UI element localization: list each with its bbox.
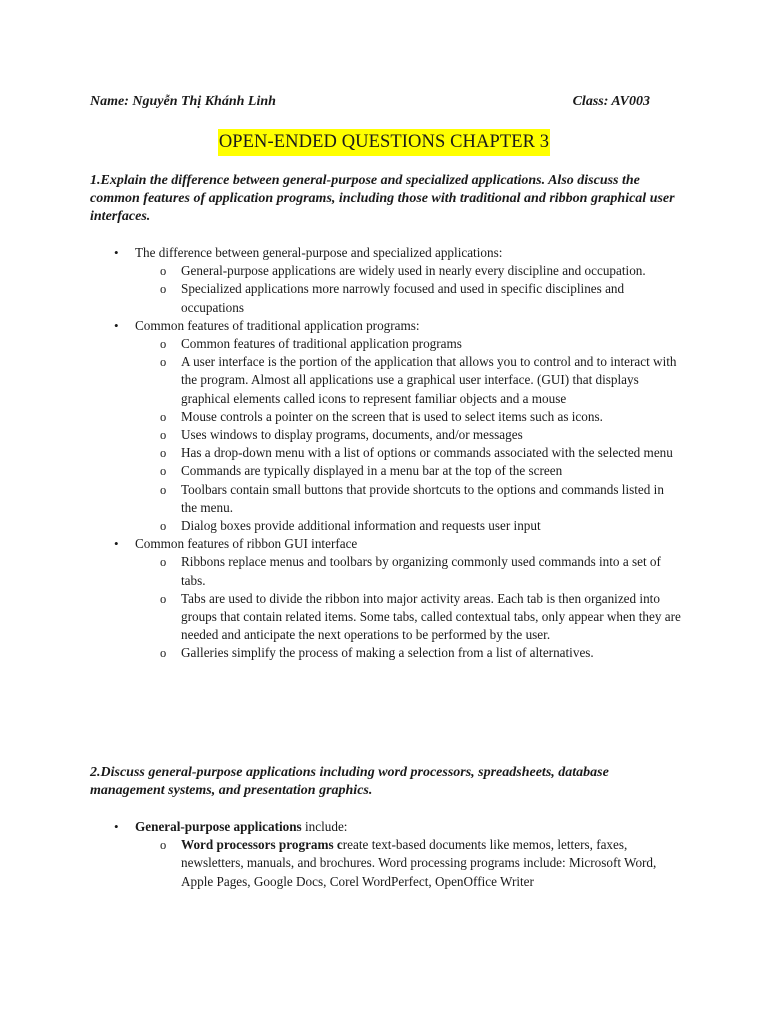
sub-list-wrapper bbox=[0, 836, 768, 891]
sub-item: o Has a drop-down menu with a list of options or commands associated with the selected menu bbox=[0, 444, 681, 462]
bullet-text: Common features of traditional application programs: bbox=[135, 317, 420, 333]
bullet-text: include: bbox=[301, 819, 348, 834]
answer-bullet bbox=[0, 317, 675, 335]
sub-list bbox=[0, 836, 768, 891]
question-2: 2.Discuss general-purpose applications including word processors, spreadsheets, database management systems, and presentation graphics. bbox=[90, 765, 609, 798]
student-class: Class: AV003 bbox=[572, 94, 650, 109]
sub-list-wrapper bbox=[0, 553, 768, 662]
sub-item: o Common features of traditional application programs bbox=[0, 335, 681, 353]
sub-item: o Galleries simplify the process of making a selection from a list of alternatives. bbox=[0, 644, 681, 662]
answer-bullet bbox=[0, 535, 675, 553]
page-title: OPEN-ENDED QUESTIONS CHAPTER 3 bbox=[218, 129, 550, 156]
sub-item: o General-purpose applications are widely used in nearly every discipline and occupation. bbox=[0, 262, 681, 280]
sub-item: o Specialized applications more narrowly focused and used in specific disciplines and occupations bbox=[0, 280, 681, 316]
sub-item: o Toolbars contain small buttons that provide shortcuts to the options and commands listed in the menu. bbox=[0, 481, 681, 517]
sub-item: o Commands are typically displayed in a menu bar at the top of the screen bbox=[0, 462, 681, 480]
sub-list bbox=[0, 262, 768, 317]
bullet-text: Common features of ribbon GUI interface bbox=[135, 536, 358, 552]
title-wrapper bbox=[0, 129, 768, 156]
sub-item: o A user interface is the portion of the application that allows you to control and to interact with the program. Almost all applications use a graphical user interface. (GUI) that displays graphical elements called icons to represent familiar objects and a mouse bbox=[0, 353, 681, 408]
bullet-bold-text: General-purpose applications bbox=[135, 819, 302, 834]
sub-item-bold-text: Word processors programs c bbox=[181, 837, 343, 853]
sub-item: o Ribbons replace menus and toolbars by organizing commonly used commands into a set of tabs. bbox=[0, 553, 681, 589]
question-2-answer-list bbox=[0, 818, 768, 891]
sub-list-wrapper bbox=[0, 262, 768, 317]
bullet-text: The difference between general-purpose and specialized applications: bbox=[135, 245, 503, 260]
sub-item: o Mouse controls a pointer on the screen that is used to select items such as icons. bbox=[0, 408, 681, 426]
sub-item-text: reate text-based documents like memos, letters, faxes, newsletters, manuals, and brochures. Word processing programs include: Microsoft Word, Apple Pages, Google Docs, Corel WordPerfect, OpenOffice Writer bbox=[181, 837, 657, 889]
student-name: Name: Nguyễn Thị Khánh Linh bbox=[90, 94, 276, 109]
question-1: 1.Explain the difference between general-purpose and specialized applications. Also discuss the common features of application programs, including those with traditional and ribbon graphical user interfaces. bbox=[90, 173, 675, 224]
sub-list bbox=[0, 335, 768, 535]
answer-bullet bbox=[0, 818, 675, 836]
answer-bullet bbox=[0, 244, 675, 262]
document-header bbox=[90, 94, 650, 110]
sub-list bbox=[0, 553, 768, 662]
sub-item bbox=[0, 836, 681, 891]
question-1-answer-list bbox=[0, 244, 768, 663]
sub-item: o Uses windows to display programs, documents, and/or messages bbox=[0, 426, 681, 444]
sub-item: o Tabs are used to divide the ribbon into major activity areas. Each tab is then organized into groups that contain related items. Some tabs, called contextual tabs, only appear when they are needed and anticipate the next operations to be performed by the user. bbox=[0, 590, 681, 645]
sub-item: o Dialog boxes provide additional information and requests user input bbox=[0, 517, 681, 535]
sub-list-wrapper bbox=[0, 335, 768, 535]
